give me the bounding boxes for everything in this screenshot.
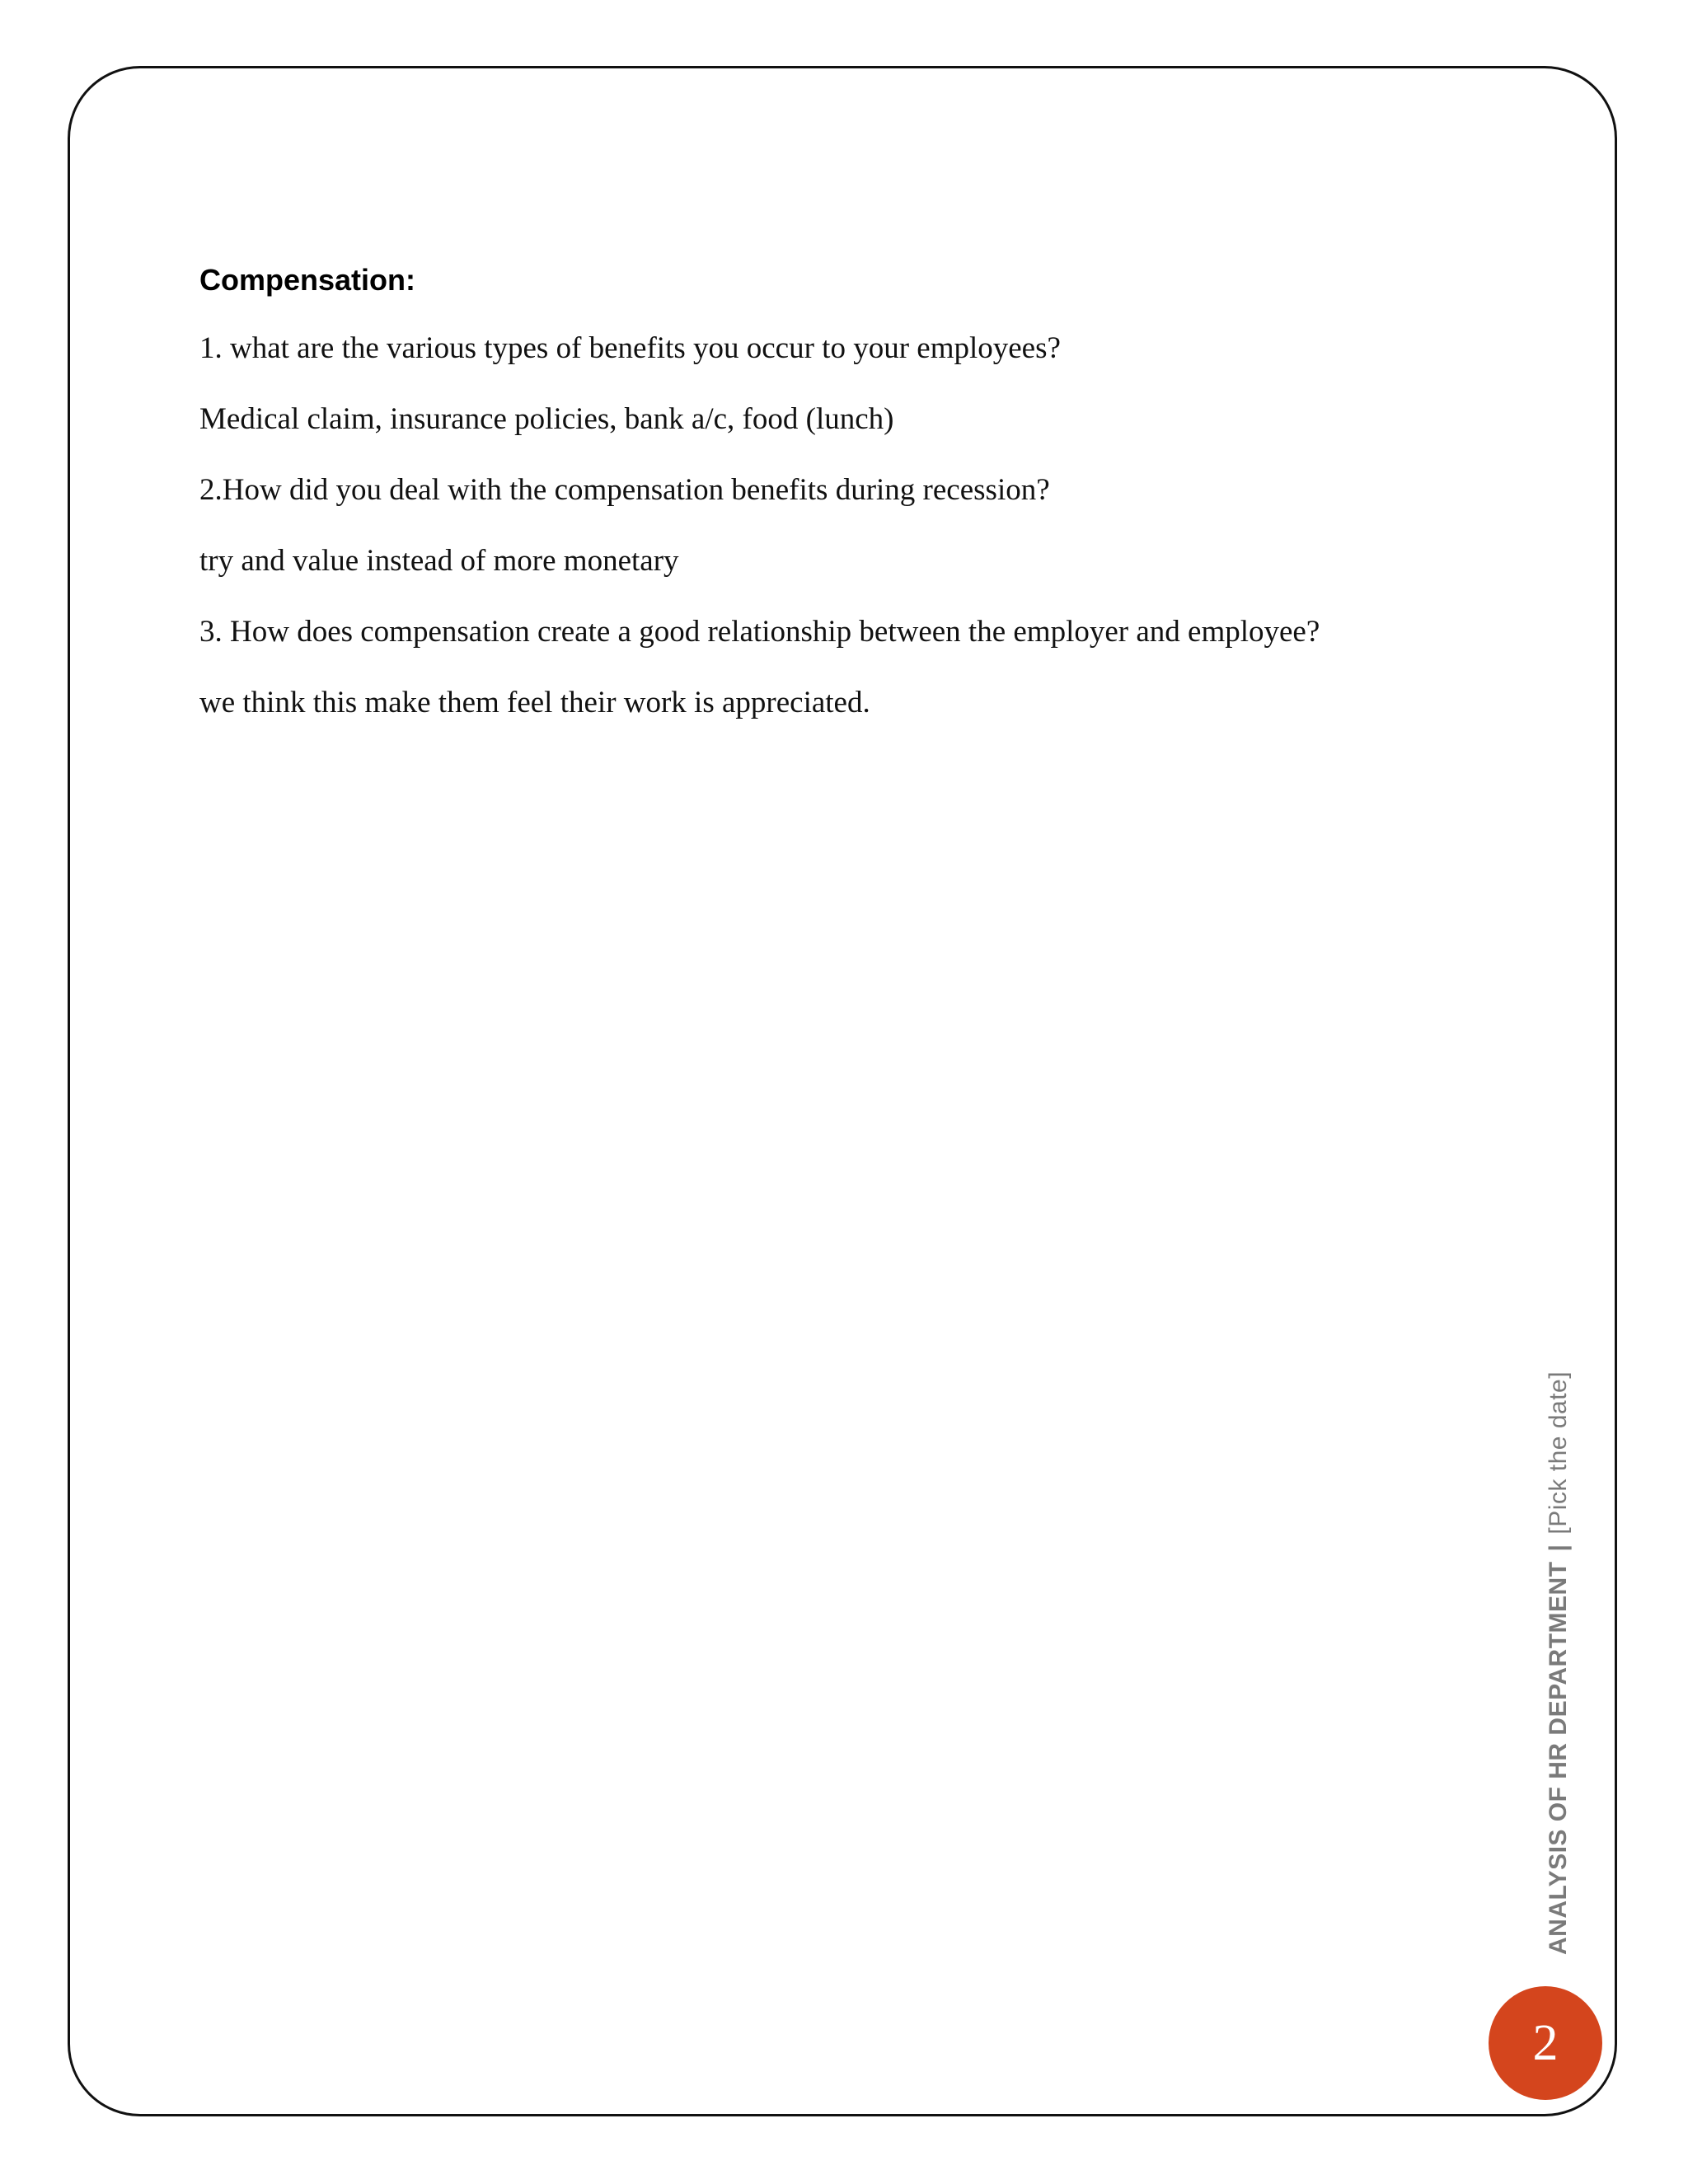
page-number-badge	[1489, 1986, 1602, 2100]
question-1: 1. what are the various types of benefits you occur to your employees?	[199, 331, 1061, 366]
footer-title: ANALYSIS OF HR DEPARTMENT	[1545, 1561, 1572, 1955]
footer-separator: |	[1545, 1544, 1572, 1552]
answer-2: try and value instead of more monetary	[199, 544, 679, 579]
section-heading: Compensation:	[199, 263, 416, 297]
page-number: 2	[1532, 2015, 1559, 2071]
vertical-footer	[1546, 1371, 1571, 1955]
question-2: 2.How did you deal with the compensation benefits during recession?	[199, 473, 1050, 508]
answer-3: we think this make them feel their work is appreciated.	[199, 686, 870, 720]
answer-1: Medical claim, insurance policies, bank a/c, food (lunch)	[199, 402, 894, 437]
document-body	[199, 262, 1436, 754]
question-3: 3. How does compensation create a good relationship between the employer and employee?	[199, 615, 1320, 649]
footer-date-placeholder[interactable]: [Pick the date]	[1545, 1371, 1572, 1535]
